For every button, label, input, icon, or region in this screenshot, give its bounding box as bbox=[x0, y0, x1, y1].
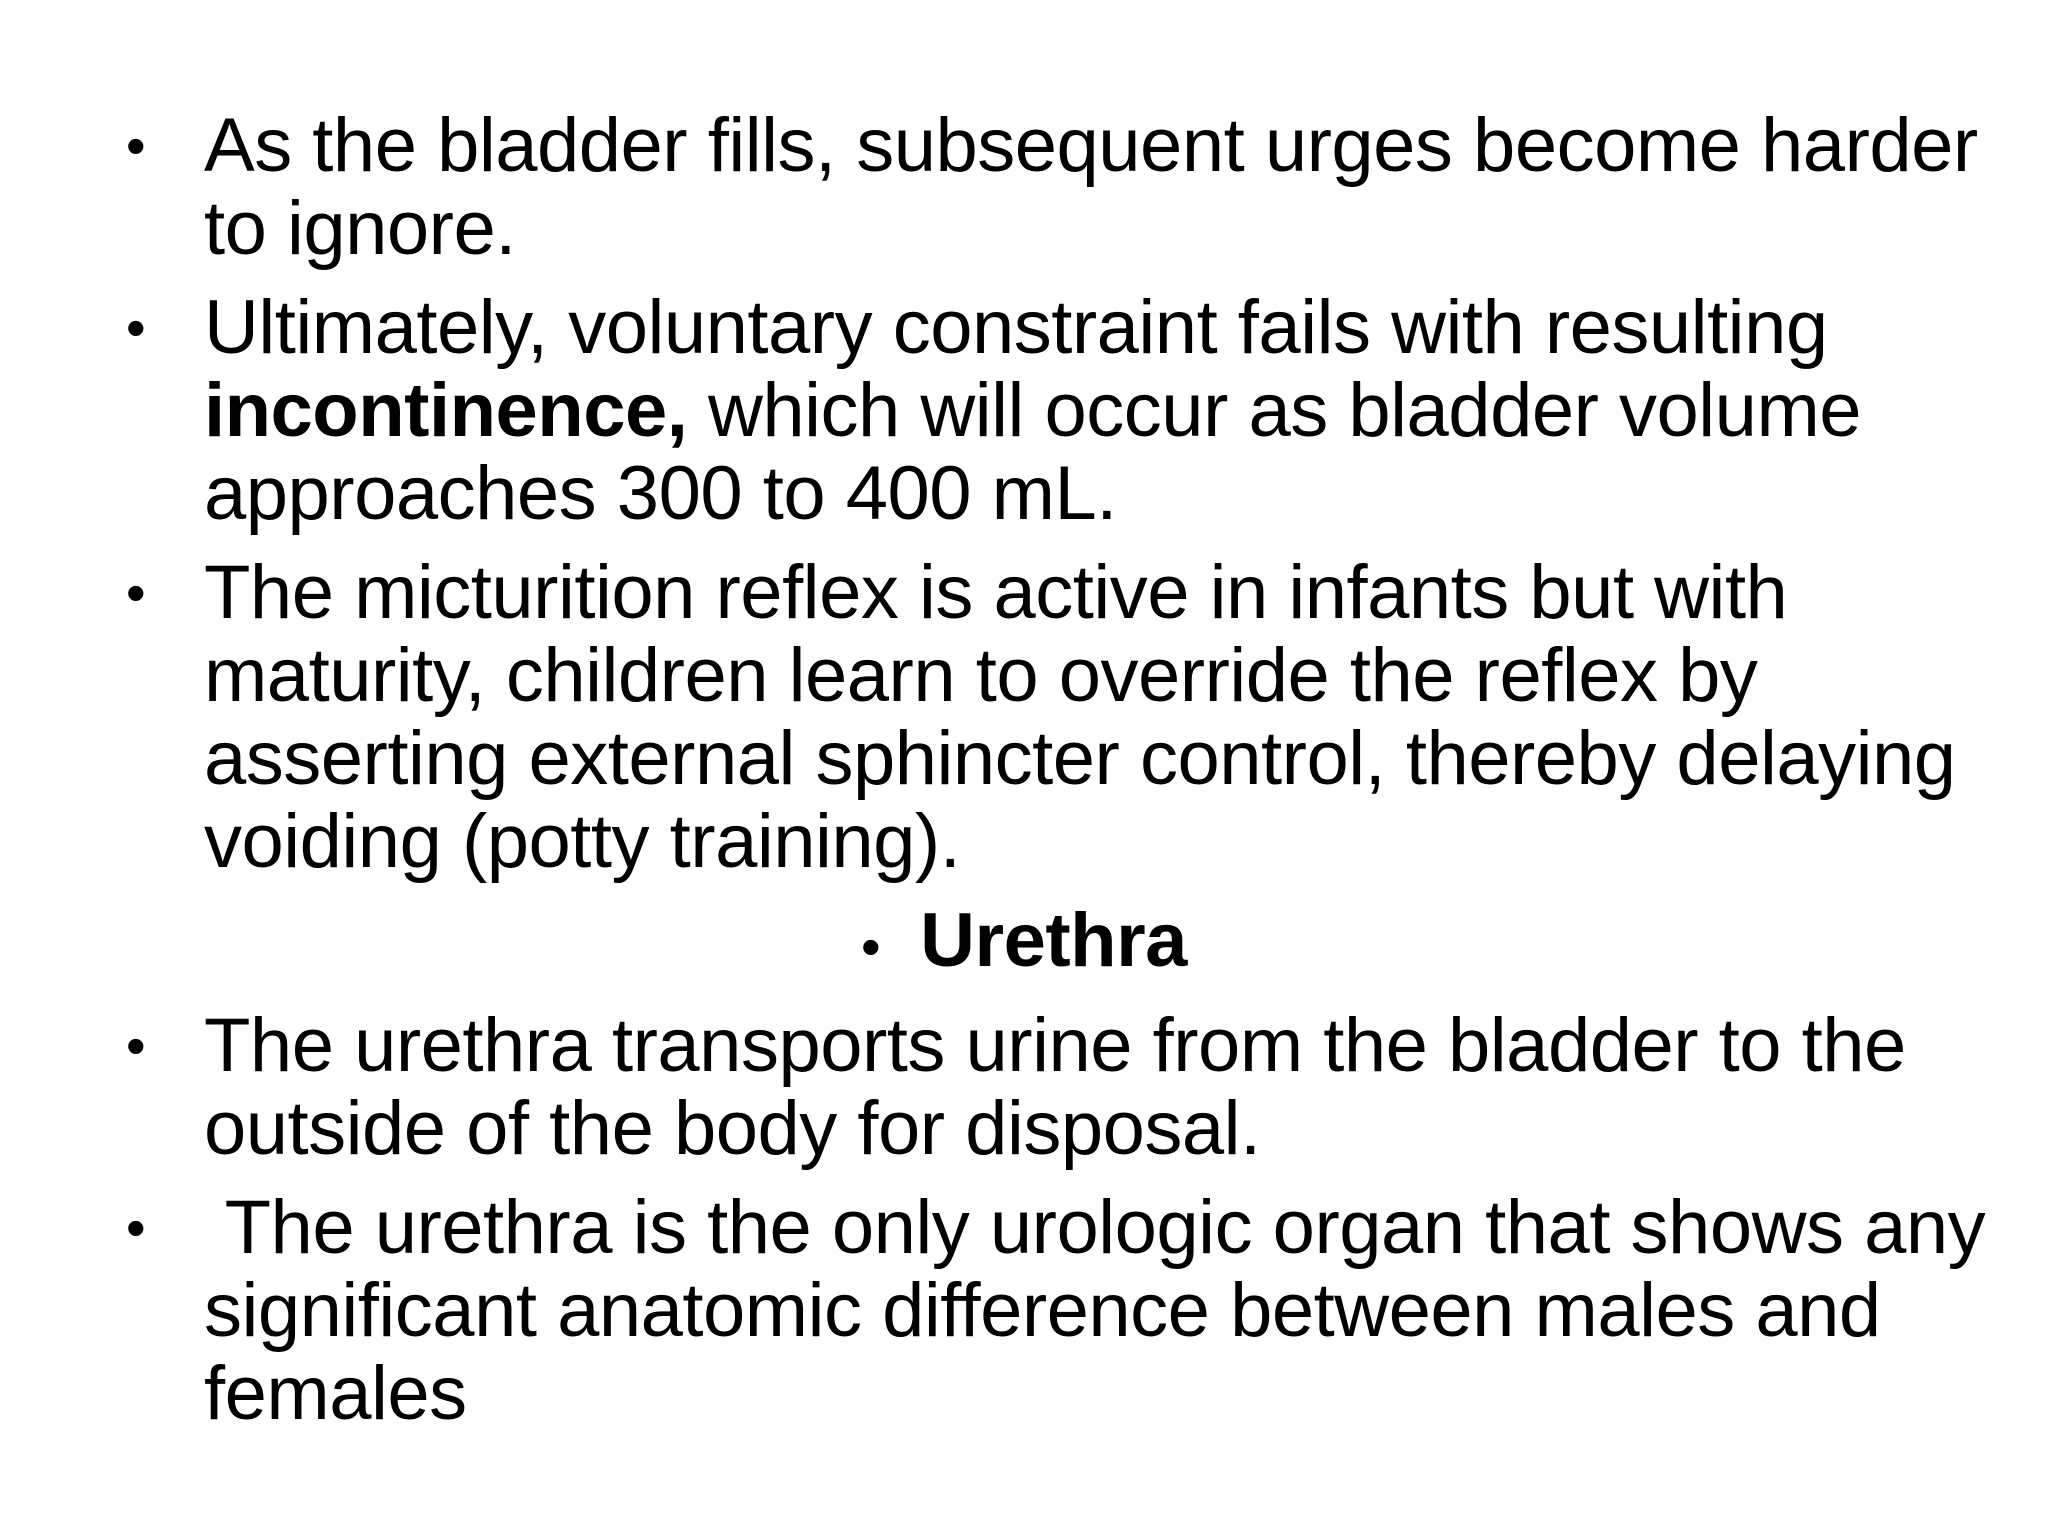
bullet-dot: • bbox=[126, 1014, 146, 1077]
bullet-item-urethra-difference bbox=[0, 1186, 2048, 1435]
bullet-bold-term: incontinence, bbox=[204, 368, 688, 453]
bullet-text: The urethra is the only urologic organ that shows any significant anatomic difference between males and females bbox=[204, 1185, 2006, 1436]
bullet-text: As the bladder fills, subsequent urges become harder to ignore. bbox=[204, 103, 1978, 271]
bullet-item-bladder-fills bbox=[0, 104, 2048, 270]
bullet-dot: • bbox=[126, 114, 146, 177]
bullet-text-before: Ultimately, voluntary constraint fails with resulting bbox=[204, 285, 1828, 370]
bullet-text-after: which will occur as bladder volume approaches 300 to 400 mL. bbox=[204, 368, 1862, 536]
bullet-dot: • bbox=[861, 915, 881, 978]
bullet-text: The urethra transports urine from the bladder to the outside of the body for disposal. bbox=[204, 1003, 1906, 1171]
bullet-dot: • bbox=[126, 296, 146, 359]
bullet-item-micturition-reflex bbox=[0, 551, 2048, 883]
bullet-dot: • bbox=[126, 561, 146, 624]
bullet-item-urethra-transport bbox=[0, 1004, 2048, 1170]
bullet-text: The micturition reflex is active in infants but with maturity, children learn to override the reflex by asserting external sphincter control, thereby delaying voiding (potty training). bbox=[204, 550, 1956, 884]
bullet-item-incontinence bbox=[0, 286, 2048, 535]
bullet-dot: • bbox=[126, 1196, 146, 1259]
section-heading: Urethra bbox=[920, 898, 1187, 983]
bullet-list bbox=[0, 104, 2048, 1451]
bullet-heading-urethra bbox=[0, 899, 2048, 988]
